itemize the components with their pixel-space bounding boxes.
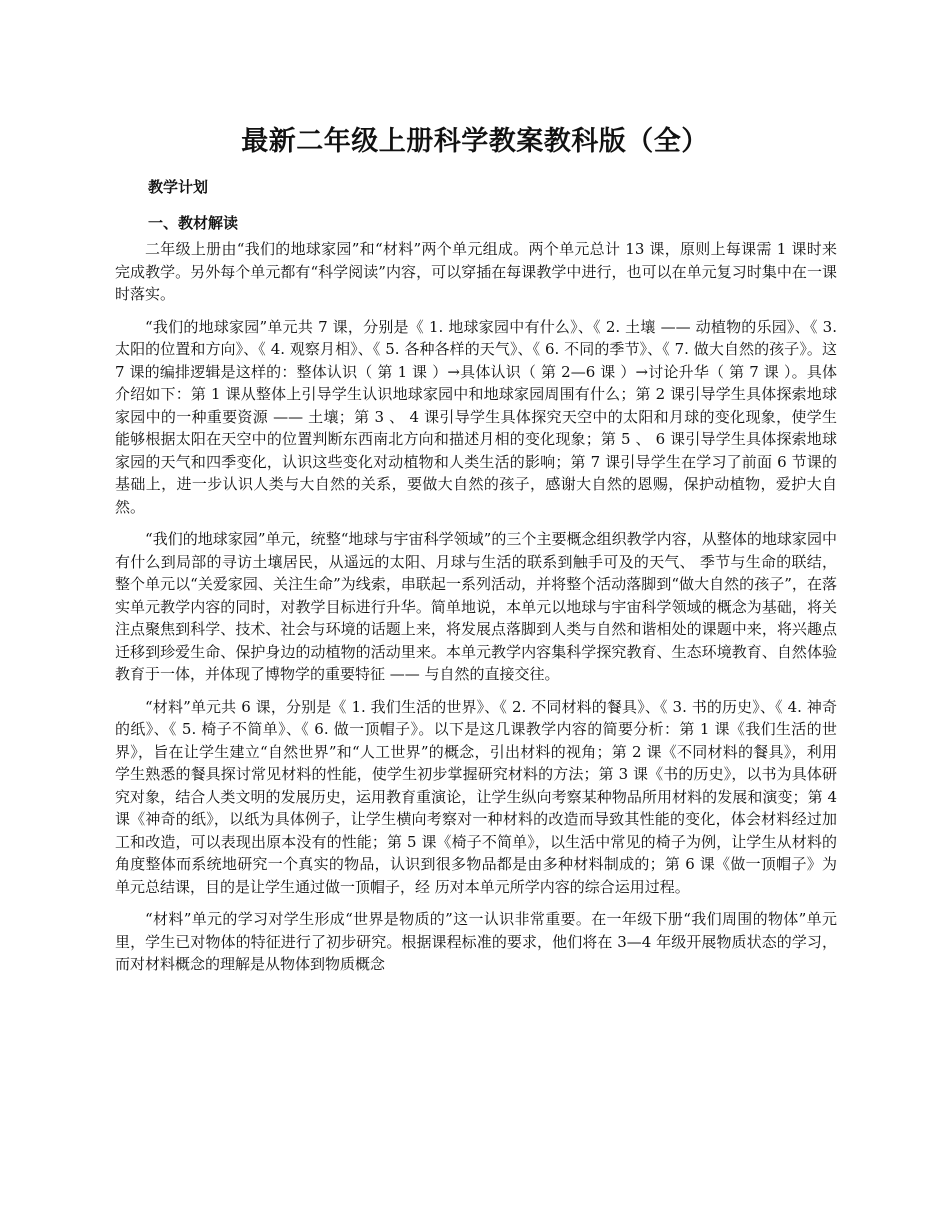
- section-heading: 教学计划: [148, 178, 209, 196]
- body-text: [115, 238, 837, 986]
- document-title: 最新二年级上册科学教案教科版（全）: [241, 126, 709, 157]
- paragraph: “材料”单元共 6 课，分别是《 1. 我们生活的世界》、《 2. 不同材料的餐具》、《 3. 书的历史》、《 4. 神奇的纸》、《 5. 椅子不简单》、《 6. 做一顶帽子》。以下是这几课教学内容的简要分析：第 1 课《我们生活的世界》，旨在让学生建立“自然世界”和“人工世界”的概念，引出材料的视角；第 2 课《不同材料的餐具》，利用学生熟悉的餐具探讨常见材料的性能，使学生初步掌握研究材料的方法；第 3 课《书的历史》，以书为具体研究对象，结合人类文明的发展历史，运用教育重演论，让学生纵向考察某种物品所用材料的发展和演变；第 4 课《神奇的纸》，以纸为具体例子，让学生横向考察对一种材料的改造而导致其性能的变化，体会材料经过加工和改造，可以表现出原本没有的性能；第 5 课《椅子不简单》，以生活中常见的椅子为例，让学生从材料的角度整体而系统地研究一个真实的物品，认识到很多物品都是由多种材料制成的；第 6 课《做一顶帽子》为单元总结课，目的是让学生通过做一顶帽子，经 历对本单元所学内容的综合运用过程。: [115, 697, 837, 896]
- paragraph: 二年级上册由“我们的地球家园”和“材料”两个单元组成。两个单元总计 13 课，原则上每课需 1 课时来完成教学。另外每个单元都有“科学阅读”内容，可以穿插在每课教学中进行，也可以在单元复习时集中在一课时落实。: [115, 240, 837, 303]
- paragraph: “材料”单元的学习对学生形成“世界是物质的”这一认识非常重要。在一年级下册“我们周围的物体”单元里，学生已对物体的特征进行了初步研究。根据课程标准的要求，他们将在 3—4 年级开展物质状态的学习，而对材料概念的理解是从物体到物质概念: [115, 910, 837, 973]
- paragraph: “我们的地球家园”单元，统整“地球与宇宙科学领域”的三个主要概念组织教学内容，从整体的地球家园中有什么到局部的寻访土壤居民，从遥远的太阳、月球与生活的联系到触手可及的天气、 季节与生命的联结，整个单元以“关爱家园、关注生命”为线索，串联起一系列活动，并将整个活动落脚到“做大自然的孩子”，在落实单元教学内容的同时，对教学目标进行升华。简单地说，本单元以地球与宇宙科学领域的概念为基础，将关注点聚焦到科学、技术、社会与环境的话题上来，将发展点落脚到人类与自然和谐相处的课题中来，将兴趣点迁移到珍爱生命、保护身边的动植物的活动里来。本单元教学内容集科学探究教育、生态环境教育、自然体验教育于一体，并体现了博物学的重要特征 —— 与自然的直接交往。: [115, 530, 837, 683]
- paragraph: “我们的地球家园”单元共 7 课，分别是《 1. 地球家园中有什么》、《 2. 土壤 —— 动植物的乐园》、《 3. 太阳的位置和方向》、《 4. 观察月相》、《 5. 各种各样的天气》、《 6. 不同的季节》、《 7. 做大自然的孩子》。这 7 课的编排逻辑是这样的：整体认识（ 第 1 课 ）→具体认识（ 第 2—6 课 ）→讨论升华（ 第 7 课 ）。具体介绍如下：第 1 课从整体上引导学生认识地球家园中和地球家园周围有什么；第 2 课引导学生具体探索地球家园中的一种重要资源 —— 土壤；第 3 、 4 课引导学生具体探究天空中的太阳和月球的变化现象，使学生能够根据太阳在天空中的位置判断东西南北方向和描述月相的变化现象；第 5 、 6 课引导学生具体探索地球家园的天气和四季变化，认识这些变化对动植物和人类生活的影响；第 7 课引导学生在学习了前面 6 节课的基础上，进一步认识人类与大自然的关系，要做大自然的孩子，感谢大自然的恩赐，保护动植物，爱护大自然。: [115, 317, 837, 516]
- subsection-heading: 一、教材解读: [148, 214, 239, 232]
